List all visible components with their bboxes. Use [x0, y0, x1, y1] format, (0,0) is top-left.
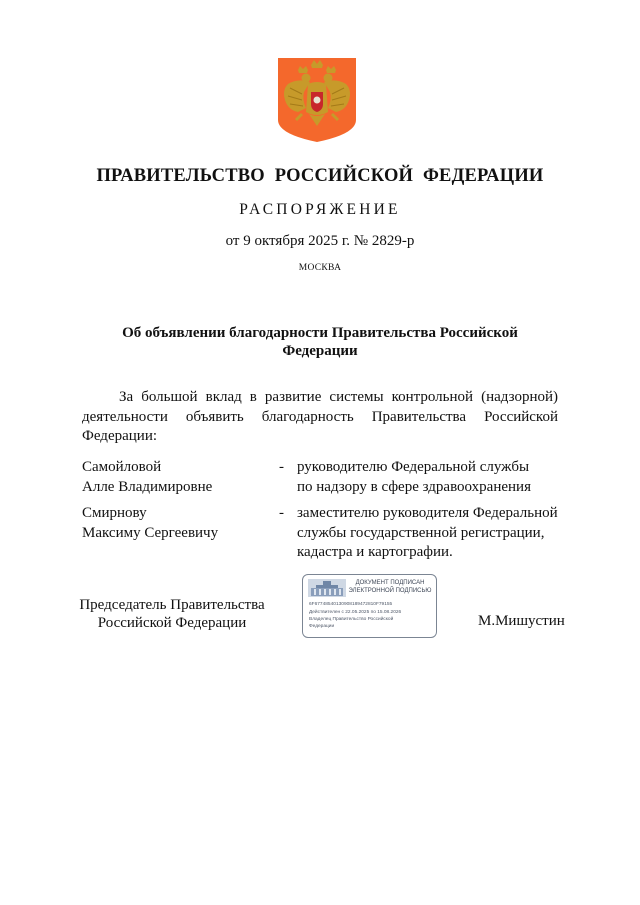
electronic-signature-stamp — [302, 574, 437, 638]
signer-title: Председатель Правительства Российской Федерации — [79, 597, 265, 631]
stamp-validity: Действителен с 22.05.2025 по 15.08.2026 — [309, 610, 402, 615]
signer-name: М.Мишустин — [478, 613, 565, 629]
document-date-number: от 9 октября 2025 г. № 2829-р — [225, 233, 415, 249]
document-type: РАСПОРЯЖЕНИЕ — [239, 201, 401, 218]
recipient-name: Самойловой Алле Владимировне — [82, 459, 213, 495]
recipient-dash: - — [279, 459, 284, 475]
document-city: МОСКВА — [298, 263, 342, 273]
recipient-name: Смирнову Максиму Сергеевичу — [82, 505, 219, 541]
recipient-position: заместителю руководителя Федеральной службы государственной регистрации, кадастра и картографии. — [297, 505, 558, 560]
stamp-certificate: 6F67748540130908189472810F79155 — [309, 602, 393, 607]
government-title: ПРАВИТЕЛЬСТВО РОССИЙСКОЙ ФЕДЕРАЦИИ — [96, 166, 544, 186]
stamp-owner-continued: Федерации — [309, 624, 335, 629]
stamp-owner: Владелец Правительство Российской — [309, 617, 394, 622]
russian-coat-of-arms-icon — [276, 56, 358, 144]
stamp-header: ДОКУМЕНТ ПОДПИСАН ЭЛЕКТРОННОЙ ПОДПИСЬЮ — [348, 580, 432, 594]
recipient-position: руководителю Федеральной службы по надзору в сфере здравоохранения — [297, 459, 531, 495]
recipient-dash: - — [279, 505, 284, 521]
government-building-icon — [308, 579, 346, 597]
document-heading: Об объявлении благодарности Правительства Российской Федерации — [122, 325, 518, 359]
document-body: За большой вклад в развитие системы контрольной (надзорной) деятельности объявить благодарность Правительства Российской Федерации: — [82, 389, 558, 444]
